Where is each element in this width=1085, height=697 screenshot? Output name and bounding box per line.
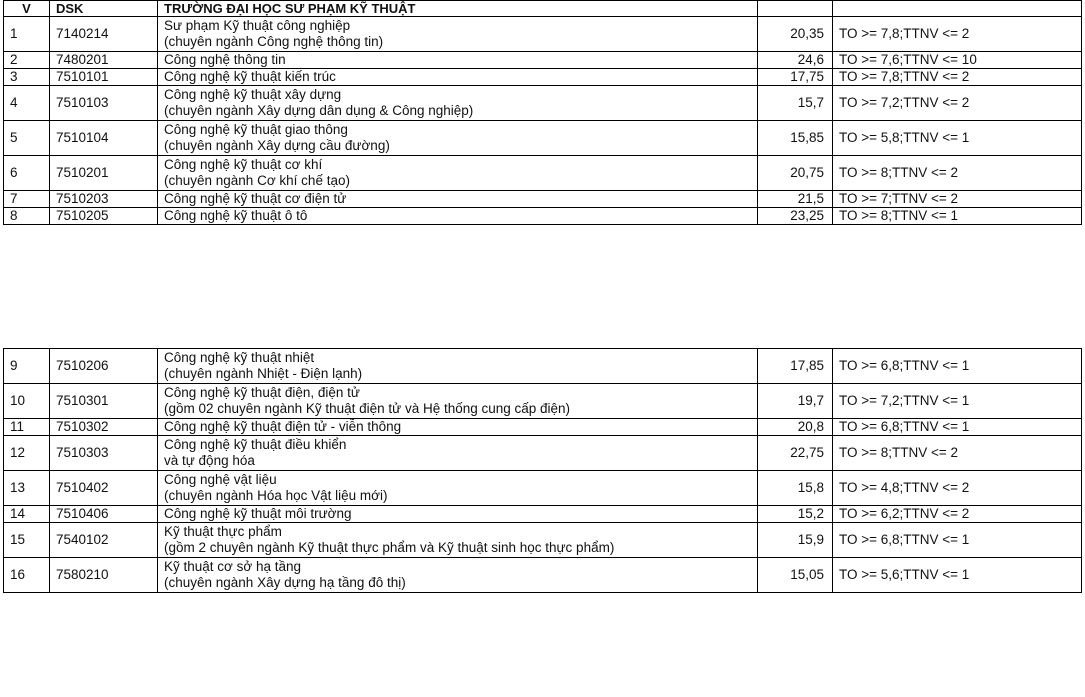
major-code: 7510104 — [50, 121, 158, 156]
header-score — [758, 1, 833, 17]
major-code: 7140214 — [50, 17, 158, 52]
major-name — [158, 506, 758, 523]
benchmark-score: 15,9 — [758, 523, 833, 558]
header-v: V — [4, 1, 50, 17]
benchmark-score: 20,8 — [758, 419, 833, 436]
row-number: 3 — [4, 69, 50, 86]
benchmark-score: 17,75 — [758, 69, 833, 86]
benchmark-score: 23,25 — [758, 208, 833, 225]
major-code: 7510302 — [50, 419, 158, 436]
benchmark-score: 21,5 — [758, 191, 833, 208]
benchmark-score: 17,85 — [758, 349, 833, 384]
tie-break-condition: TO >= 6,8;TTNV <= 1 — [833, 419, 1082, 436]
table-row — [4, 523, 1082, 558]
tie-break-condition: TO >= 6,8;TTNV <= 1 — [833, 523, 1082, 558]
tie-break-condition: TO >= 6,8;TTNV <= 1 — [833, 349, 1082, 384]
row-number: 4 — [4, 86, 50, 121]
major-name — [158, 86, 758, 121]
row-number: 7 — [4, 191, 50, 208]
table-row — [4, 208, 1082, 225]
table-row — [4, 471, 1082, 506]
benchmark-score: 15,05 — [758, 558, 833, 593]
major-name-detail: (chuyên ngành Cơ khí chế tạo) — [164, 173, 350, 188]
table-row — [4, 384, 1082, 419]
major-code: 7540102 — [50, 523, 158, 558]
tie-break-condition: TO >= 7,2;TTNV <= 2 — [833, 86, 1082, 121]
row-number: 2 — [4, 52, 50, 69]
major-code: 7510303 — [50, 436, 158, 471]
row-number: 14 — [4, 506, 50, 523]
tie-break-condition: TO >= 5,8;TTNV <= 1 — [833, 121, 1082, 156]
major-name — [158, 558, 758, 593]
major-name-line: Công nghệ kỹ thuật điện tử - viễn thông — [164, 419, 402, 434]
benchmark-score: 15,85 — [758, 121, 833, 156]
row-number: 16 — [4, 558, 50, 593]
row-number: 6 — [4, 156, 50, 191]
major-name — [158, 471, 758, 506]
admission-table-part-1 — [3, 0, 1082, 225]
row-number: 10 — [4, 384, 50, 419]
row-number: 13 — [4, 471, 50, 506]
major-name-line: Công nghệ kỹ thuật kiến trúc — [164, 69, 336, 84]
table-row — [4, 349, 1082, 384]
major-name-line: Công nghệ kỹ thuật nhiệt — [164, 350, 315, 365]
row-number: 1 — [4, 17, 50, 52]
major-code: 7510201 — [50, 156, 158, 191]
major-name-detail: (chuyên ngành Xây dựng cầu đường) — [164, 138, 390, 153]
major-name-line: Công nghệ kỹ thuật giao thông — [164, 122, 348, 137]
major-name-detail: (chuyên ngành Xây dựng hạ tầng đô thị) — [164, 575, 406, 590]
major-name-line: Công nghệ vật liệu — [164, 472, 277, 487]
tie-break-condition: TO >= 6,2;TTNV <= 2 — [833, 506, 1082, 523]
major-code: 7510406 — [50, 506, 158, 523]
table-row — [4, 86, 1082, 121]
row-number: 15 — [4, 523, 50, 558]
header-university: TRƯỜNG ĐẠI HỌC SƯ PHẠM KỸ THUẬT — [158, 1, 758, 17]
major-name-line: Kỹ thuật thực phẩm — [164, 524, 282, 539]
major-name — [158, 384, 758, 419]
major-name-line: Kỹ thuật cơ sở hạ tầng — [164, 559, 302, 574]
major-name-line: Công nghệ kỹ thuật điều khiển — [164, 437, 347, 452]
major-name — [158, 156, 758, 191]
major-code: 7510206 — [50, 349, 158, 384]
major-name-line: Công nghệ kỹ thuật điện, điện tử — [164, 385, 360, 400]
tie-break-condition: TO >= 4,8;TTNV <= 2 — [833, 471, 1082, 506]
row-number: 11 — [4, 419, 50, 436]
major-name — [158, 121, 758, 156]
major-name-detail: (chuyên ngành Xây dựng dân dụng & Công nghiệp) — [164, 103, 474, 118]
row-number: 12 — [4, 436, 50, 471]
major-code: 7510101 — [50, 69, 158, 86]
major-code: 7480201 — [50, 52, 158, 69]
table-row — [4, 419, 1082, 436]
major-code: 7510103 — [50, 86, 158, 121]
benchmark-score: 19,7 — [758, 384, 833, 419]
table-header-row — [4, 1, 1082, 17]
tie-break-condition: TO >= 7,8;TTNV <= 2 — [833, 69, 1082, 86]
major-name-line: Công nghệ kỹ thuật cơ khí — [164, 157, 323, 172]
tie-break-condition: TO >= 7,8;TTNV <= 2 — [833, 17, 1082, 52]
major-name-line: Công nghệ kỹ thuật xây dựng — [164, 87, 342, 102]
table-row — [4, 69, 1082, 86]
row-number: 5 — [4, 121, 50, 156]
major-name-detail: và tự động hóa — [164, 453, 255, 468]
major-name — [158, 349, 758, 384]
major-name-detail: (chuyên ngành Hóa học Vật liệu mới) — [164, 488, 388, 503]
major-name — [158, 52, 758, 69]
major-name-detail: (chuyên ngành Công nghệ thông tin) — [164, 34, 384, 49]
admission-table-part-2 — [3, 348, 1082, 593]
tie-break-condition: TO >= 8;TTNV <= 2 — [833, 436, 1082, 471]
major-code: 7510205 — [50, 208, 158, 225]
table-row — [4, 558, 1082, 593]
major-name-detail: (chuyên ngành Nhiệt - Điện lạnh) — [164, 366, 363, 381]
major-code: 7580210 — [50, 558, 158, 593]
benchmark-score: 22,75 — [758, 436, 833, 471]
header-condition — [833, 1, 1082, 17]
tie-break-condition: TO >= 7,6;TTNV <= 10 — [833, 52, 1082, 69]
major-name — [158, 69, 758, 86]
major-code: 7510402 — [50, 471, 158, 506]
major-name-line: Công nghệ thông tin — [164, 52, 286, 67]
major-name — [158, 419, 758, 436]
major-name — [158, 436, 758, 471]
table-row — [4, 156, 1082, 191]
row-number: 9 — [4, 349, 50, 384]
major-code: 7510203 — [50, 191, 158, 208]
major-name — [158, 191, 758, 208]
tie-break-condition: TO >= 7;TTNV <= 2 — [833, 191, 1082, 208]
benchmark-score: 24,6 — [758, 52, 833, 69]
row-number: 8 — [4, 208, 50, 225]
major-name-line: Công nghệ kỹ thuật ô tô — [164, 208, 308, 223]
major-code: 7510301 — [50, 384, 158, 419]
benchmark-score: 15,7 — [758, 86, 833, 121]
major-name — [158, 523, 758, 558]
major-name — [158, 208, 758, 225]
benchmark-score: 20,75 — [758, 156, 833, 191]
benchmark-score: 15,8 — [758, 471, 833, 506]
tie-break-condition: TO >= 8;TTNV <= 1 — [833, 208, 1082, 225]
table-row — [4, 506, 1082, 523]
major-name-line: Công nghệ kỹ thuật môi trường — [164, 506, 352, 521]
major-name — [158, 17, 758, 52]
table-row — [4, 17, 1082, 52]
benchmark-score: 15,2 — [758, 506, 833, 523]
benchmark-score: 20,35 — [758, 17, 833, 52]
major-name-detail: (gồm 02 chuyên ngành Kỹ thuật điện tử và Hệ thống cung cấp điện) — [164, 401, 571, 416]
table-row — [4, 436, 1082, 471]
table-row — [4, 52, 1082, 69]
tie-break-condition: TO >= 7,2;TTNV <= 1 — [833, 384, 1082, 419]
table-row — [4, 191, 1082, 208]
major-name-detail: (gồm 2 chuyên ngành Kỹ thuật thực phẩm và Kỹ thuật sinh học thực phẩm) — [164, 540, 615, 555]
tie-break-condition: TO >= 5,6;TTNV <= 1 — [833, 558, 1082, 593]
table-row — [4, 121, 1082, 156]
major-name-line: Công nghệ kỹ thuật cơ điện tử — [164, 191, 347, 206]
header-dsk: DSK — [50, 1, 158, 17]
major-name-line: Sư phạm Kỹ thuật công nghiệp — [164, 18, 351, 33]
tie-break-condition: TO >= 8;TTNV <= 2 — [833, 156, 1082, 191]
